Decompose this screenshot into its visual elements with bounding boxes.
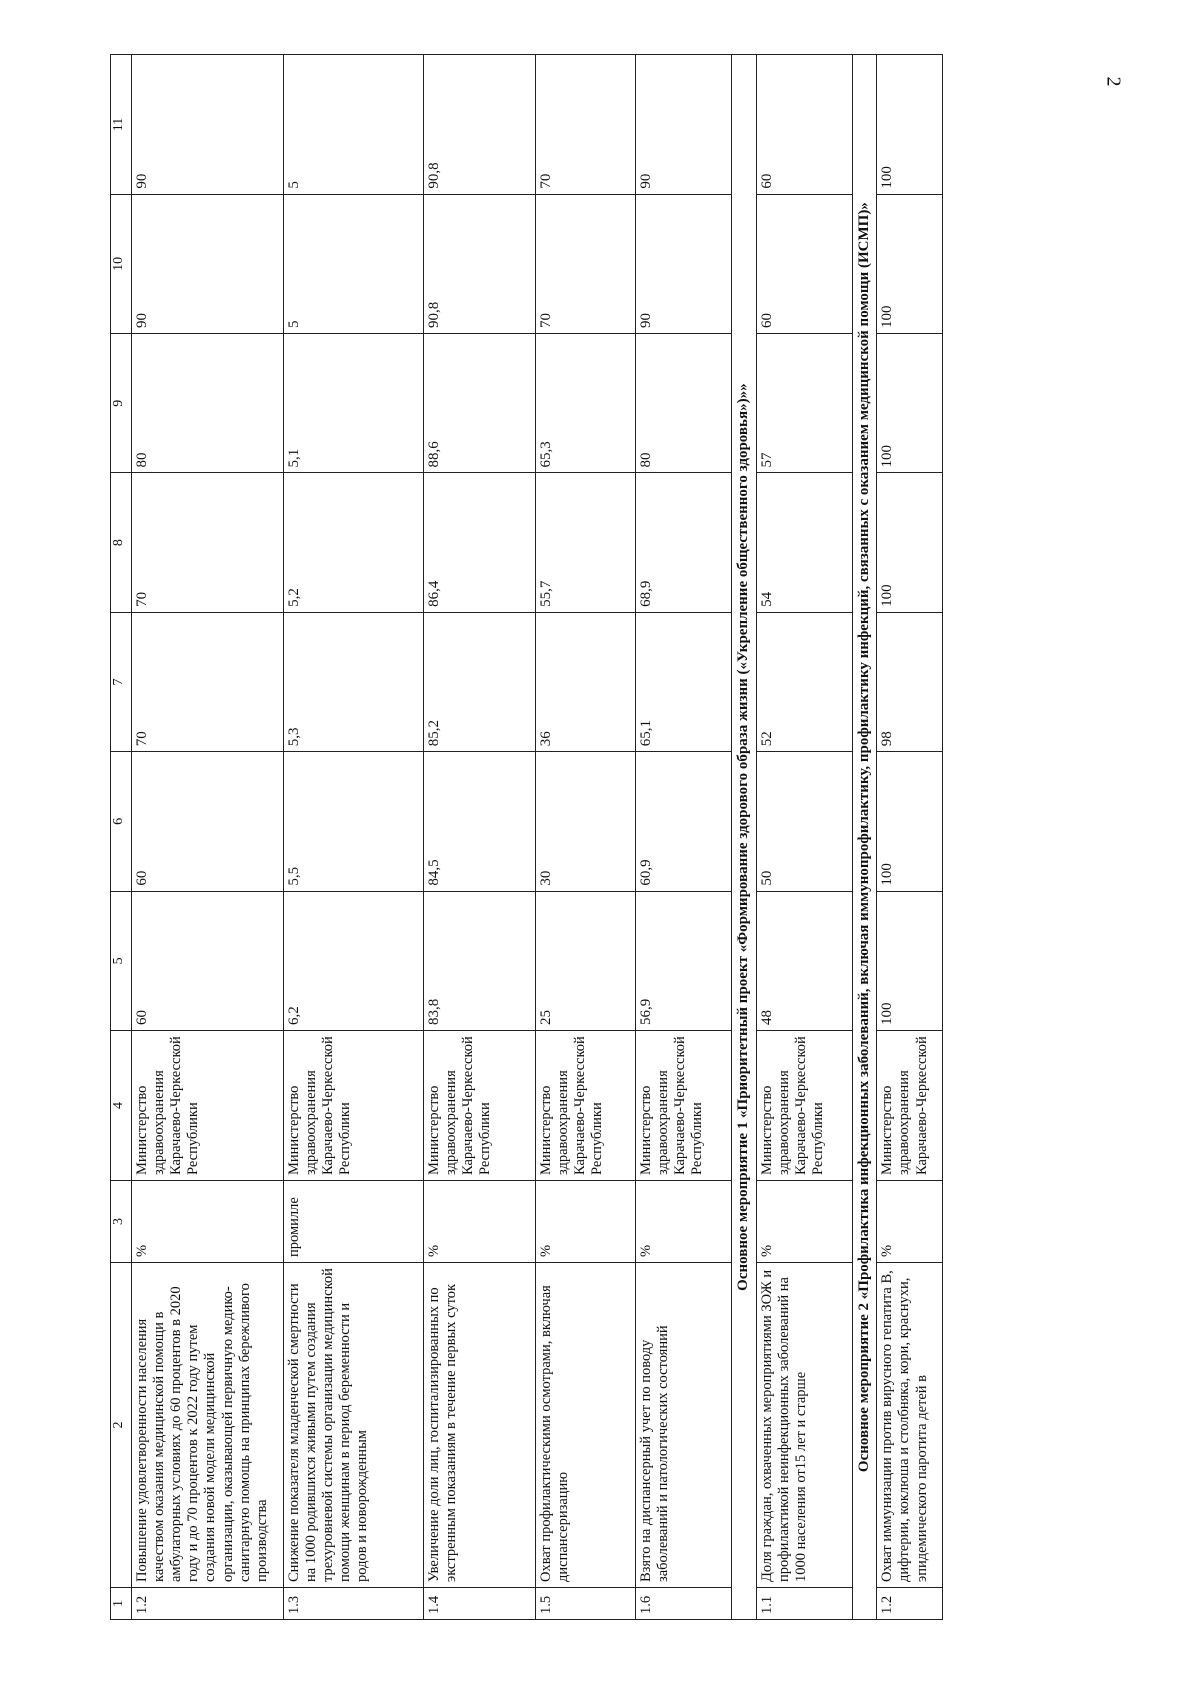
- value-cell: 60: [756, 194, 852, 333]
- executor: Министерство здравоохранения Карачаево-Черкесской Республики: [424, 1031, 536, 1181]
- value-cell: 68,9: [636, 473, 732, 612]
- indicator-name: Доля граждан, охваченных мероприятиями ЗОЖ и профилактикой неинфекционных заболеваний на 1000 населения от15 лет и старше: [756, 1263, 852, 1588]
- value-cell: 90: [132, 55, 284, 194]
- executor: Министерство здравоохранения Карачаево-Черкесской Республики: [636, 1031, 732, 1181]
- indicator-name: Снижение показателя младенческой смертности на 1000 родившихся живыми путем создания трехуровневой системы организации медицинской помощи женщинам в период беременности и родов и новорожденным: [284, 1263, 424, 1588]
- row-number: 1.3: [284, 1588, 424, 1620]
- value-cell: 65,1: [636, 612, 732, 751]
- unit: %: [536, 1181, 636, 1263]
- header-row: [111, 55, 132, 1620]
- value-cell: 54: [756, 473, 852, 612]
- row-number: 1.2: [877, 1588, 943, 1620]
- value-cell: 100: [877, 752, 943, 891]
- value-cell: 70: [536, 194, 636, 333]
- value-cell: 90: [132, 194, 284, 333]
- value-cell: 80: [132, 334, 284, 473]
- value-cell: 5: [284, 55, 424, 194]
- value-cell: 70: [132, 612, 284, 751]
- value-cell: 84,5: [424, 752, 536, 891]
- value-cell: 100: [877, 473, 943, 612]
- value-cell: 5,5: [284, 752, 424, 891]
- header-cell: 10: [111, 194, 132, 333]
- value-cell: 5,2: [284, 473, 424, 612]
- value-cell: 60: [132, 752, 284, 891]
- row-number: 1.6: [636, 1588, 732, 1620]
- value-cell: 55,7: [536, 473, 636, 612]
- indicator-name: Охват профилактическими осмотрами, включая диспансеризацию: [536, 1263, 636, 1588]
- header-cell: 6: [111, 752, 132, 891]
- indicators-table: [110, 54, 943, 1620]
- value-cell: 52: [756, 612, 852, 751]
- value-cell: 100: [877, 334, 943, 473]
- value-cell: 100: [877, 55, 943, 194]
- header-cell: 4: [111, 1031, 132, 1181]
- unit: %: [877, 1181, 943, 1263]
- value-cell: 60: [132, 891, 284, 1030]
- value-cell: 48: [756, 891, 852, 1030]
- header-cell: 2: [111, 1263, 132, 1588]
- unit: %: [132, 1181, 284, 1263]
- header-cell: 11: [111, 55, 132, 194]
- value-cell: 86,4: [424, 473, 536, 612]
- row-number: 1.4: [424, 1588, 536, 1620]
- value-cell: 70: [132, 473, 284, 612]
- value-cell: 65,3: [536, 334, 636, 473]
- executor: Министерство здравоохранения Карачаево-Черкесской: [877, 1031, 943, 1181]
- section-title: Основное мероприятие 1 «Приоритетный проект «Формирование здорового образа жизни («Укрепление общественного здоровья»)»»: [732, 55, 757, 1620]
- unit: %: [424, 1181, 536, 1263]
- indicator-name: Повышение удовлетворенности населения качеством оказания медицинской помощи в амбулаторных условиях до 60 процентов в 2020 году и до 70 процентов к 2022 году путем создания новой модели медицинской организации, оказывающей первичную медико-санитарную помощь на принципах бережливого производства: [132, 1263, 284, 1588]
- indicator-name: Охват иммунизации против вирусного гепатита В, дифтерии, коклюша и столбняка, кори, краснухи, эпидемического паротита детей в: [877, 1263, 943, 1588]
- table-row: [424, 55, 536, 1620]
- value-cell: 100: [877, 194, 943, 333]
- value-cell: 83,8: [424, 891, 536, 1030]
- header-cell: 8: [111, 473, 132, 612]
- header-cell: 7: [111, 612, 132, 751]
- value-cell: 70: [536, 55, 636, 194]
- unit: %: [636, 1181, 732, 1263]
- header-cell: 5: [111, 891, 132, 1030]
- executor: Министерство здравоохранения Карачаево-Черкесской Республики: [536, 1031, 636, 1181]
- value-cell: 30: [536, 752, 636, 891]
- table-row: [284, 55, 424, 1620]
- header-cell: 1: [111, 1588, 132, 1620]
- row-number: 1.5: [536, 1588, 636, 1620]
- indicator-name: Увеличение доли лиц, госпитализированных по экстренным показаниям в течение первых суток: [424, 1263, 536, 1588]
- row-number: 1.1: [756, 1588, 852, 1620]
- table-row: [877, 55, 943, 1620]
- value-cell: 98: [877, 612, 943, 751]
- value-cell: 90: [636, 55, 732, 194]
- unit: %: [756, 1181, 852, 1263]
- value-cell: 60,9: [636, 752, 732, 891]
- rotated-sheet: [110, 55, 1120, 1620]
- value-cell: 5,1: [284, 334, 424, 473]
- value-cell: 100: [877, 891, 943, 1030]
- executor: Министерство здравоохранения Карачаево-Черкесской Республики: [284, 1031, 424, 1181]
- section-title: Основное мероприятие 2 «Профилактика инфекционных заболеваний, включая иммунопрофилактику, профилактику инфекций, связанных с оказанием медицинской помощи (ИСМП)»: [852, 55, 877, 1620]
- value-cell: 90,8: [424, 194, 536, 333]
- executor: Министерство здравоохранения Карачаево-Черкесской Республики: [756, 1031, 852, 1181]
- row-number: 1.2: [132, 1588, 284, 1620]
- unit: промилле: [284, 1181, 424, 1263]
- table-row: [636, 55, 732, 1620]
- value-cell: 5,3: [284, 612, 424, 751]
- value-cell: 88,6: [424, 334, 536, 473]
- page-number: 2: [1102, 76, 1125, 87]
- section-row: [732, 55, 757, 1620]
- value-cell: 6,2: [284, 891, 424, 1030]
- header-cell: 3: [111, 1181, 132, 1263]
- table-row: [756, 55, 852, 1620]
- value-cell: 5: [284, 194, 424, 333]
- value-cell: 60: [756, 55, 852, 194]
- indicator-name: Взято на диспансерный учет по поводу заболеваний и патологических состояний: [636, 1263, 732, 1588]
- value-cell: 50: [756, 752, 852, 891]
- table-row: [536, 55, 636, 1620]
- value-cell: 36: [536, 612, 636, 751]
- executor: Министерство здравоохранения Карачаево-Черкесской Республики: [132, 1031, 284, 1181]
- value-cell: 90,8: [424, 55, 536, 194]
- value-cell: 56,9: [636, 891, 732, 1030]
- value-cell: 90: [636, 194, 732, 333]
- value-cell: 80: [636, 334, 732, 473]
- header-cell: 9: [111, 334, 132, 473]
- section-row: [852, 55, 877, 1620]
- value-cell: 25: [536, 891, 636, 1030]
- table-row: [132, 55, 284, 1620]
- value-cell: 85,2: [424, 612, 536, 751]
- value-cell: 57: [756, 334, 852, 473]
